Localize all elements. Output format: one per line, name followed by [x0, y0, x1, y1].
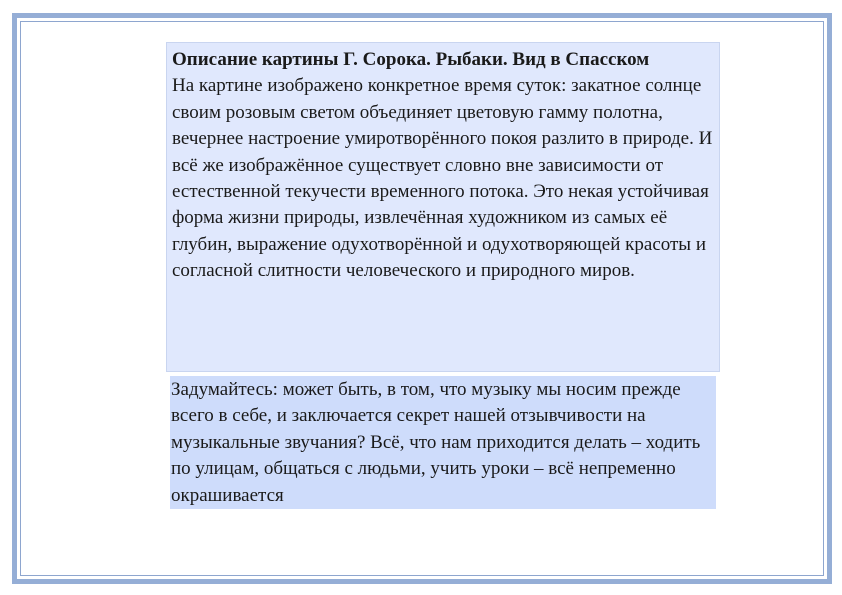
- reflection-text: Задумайтесь: может быть, в том, что музыку мы носим прежде всего в себе, и заключается секрет нашей отзывчивости на музыкальные звучания? Всё, что нам приходится делать – ходить по улицам, общаться с людьми, учить уроки – всё непременно окрашивается: [171, 379, 701, 506]
- reflection-block: [170, 376, 716, 509]
- description-title: Описание картины Г. Сорока. Рыбаки. Вид в Спасском: [172, 49, 650, 70]
- description-block: [166, 42, 720, 372]
- description-text: На картине изображено конкретное время суток: закатное солнце своим розовым светом объединяет цветовую гамму полотна, вечернее настроение умиротворённого покоя разлито в природе. И всё же изображённое существует словно вне зависимости от естественной текучести временного потока. Это некая устойчивая форма жизни природы, извлечённая художником из самых её глубин, выражение одухотворённой и одухотворяющей красоты и согласной слитности человеческого и природного миров.: [172, 75, 713, 282]
